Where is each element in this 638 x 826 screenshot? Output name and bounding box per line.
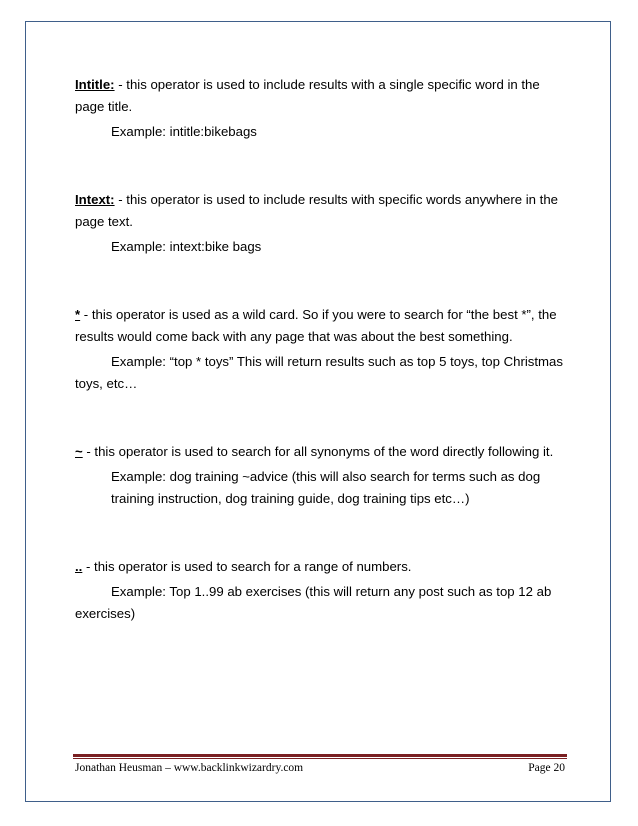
intitle-definition bbox=[75, 74, 565, 118]
footer-rule-thin bbox=[73, 758, 567, 759]
page-number: Page 20 bbox=[528, 762, 565, 774]
operator-example: Example: intitle:bikebags bbox=[111, 124, 257, 139]
page-content bbox=[75, 74, 565, 625]
operator-description: - this operator is used to search for a range of numbers. bbox=[82, 559, 412, 574]
range-definition bbox=[75, 556, 565, 578]
operator-example: Example: “top * toys” This will return results such as top 5 toys, top Christmas toys, etc… bbox=[75, 354, 563, 391]
operator-example: Example: dog training ~advice (this will also search for terms such as dog training instruction, dog training guide, dog training tips etc…) bbox=[111, 469, 541, 506]
synonym-definition bbox=[75, 441, 565, 463]
intext-definition bbox=[75, 189, 565, 233]
operator-description: - this operator is used to include results with a single specific word in the page title. bbox=[75, 77, 540, 114]
footer-author-url: Jonathan Heusman – www.backlinkwizardry.com bbox=[75, 762, 304, 774]
operator-term: Intext: bbox=[75, 192, 115, 207]
operator-term: Intitle: bbox=[75, 77, 115, 92]
operator-example: Example: Top 1..99 ab exercises (this will return any post such as top 12 ab exercises) bbox=[75, 584, 552, 621]
operator-term: ~ bbox=[75, 444, 83, 459]
footer-rule bbox=[73, 754, 567, 757]
operator-term: .. bbox=[75, 559, 83, 574]
operator-description: - this operator is used to include results with specific words anywhere in the page text. bbox=[75, 192, 559, 229]
operator-description: - this operator is used to search for all synonyms of the word directly following it. bbox=[82, 444, 554, 459]
page-footer bbox=[75, 762, 565, 774]
wildcard-definition bbox=[75, 304, 565, 348]
operator-example: Example: intext:bike bags bbox=[111, 239, 262, 254]
operator-description: - this operator is used as a wild card. So if you were to search for “the best *”, the results would come back with any page that was about the best something. bbox=[75, 307, 557, 344]
operator-term: * bbox=[75, 307, 81, 322]
